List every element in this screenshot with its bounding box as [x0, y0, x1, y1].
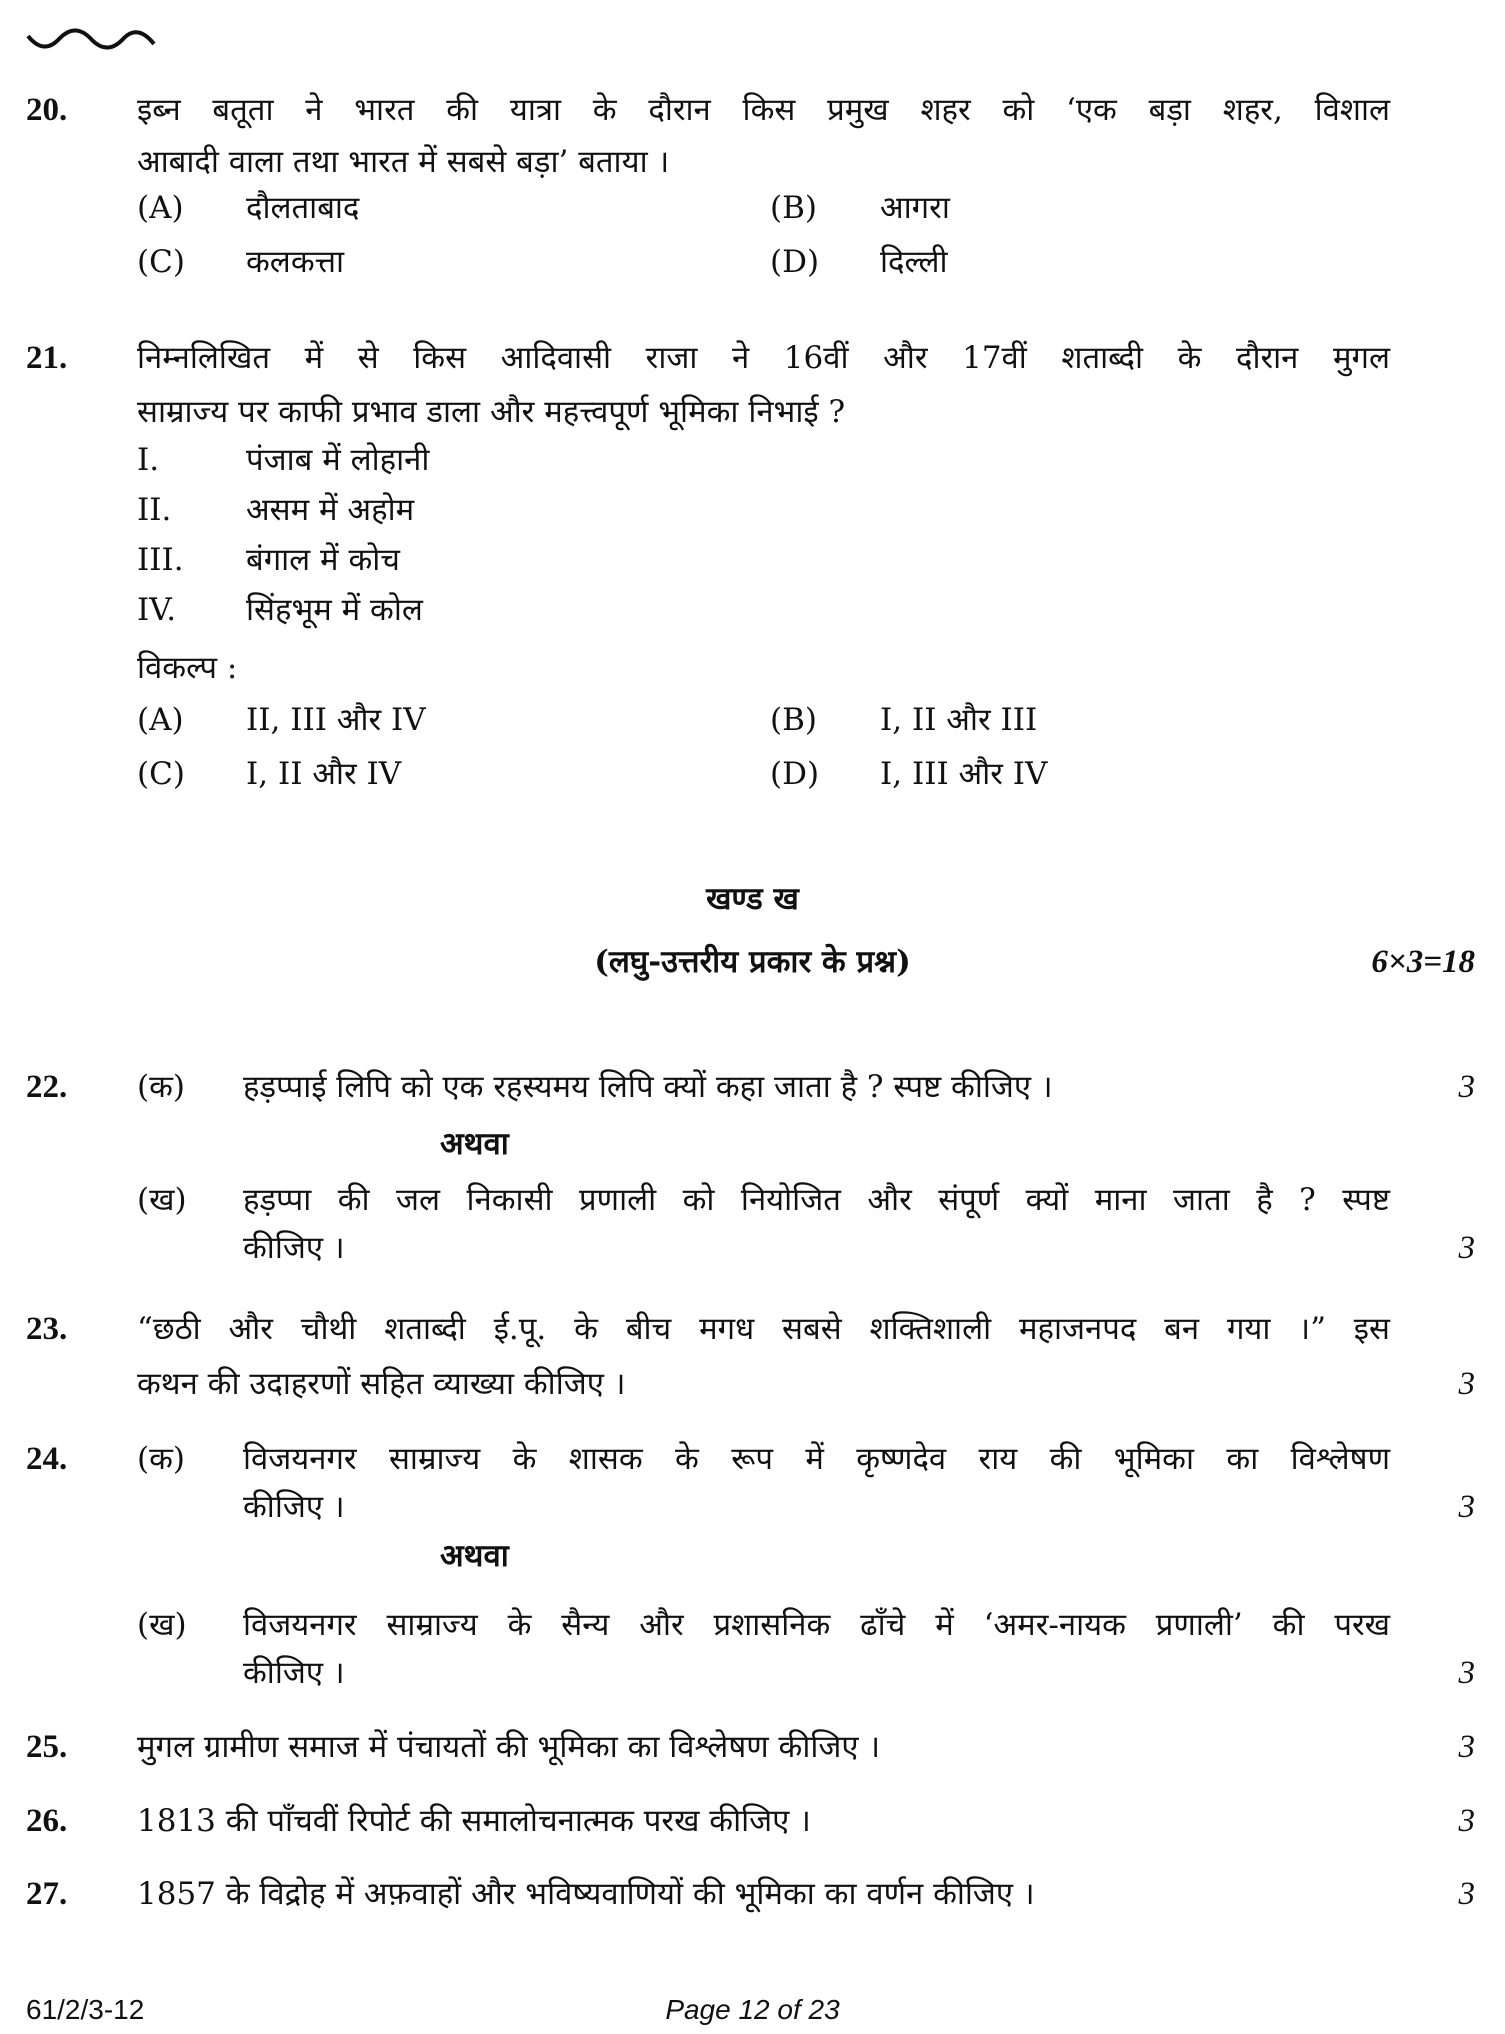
section-marks: 6×3=18: [1371, 944, 1475, 980]
item-label: I.: [137, 442, 160, 478]
item-text: असम में अहोम: [246, 492, 415, 528]
marks: 3: [1458, 1230, 1475, 1266]
question-text: निम्नलिखित में से किस आदिवासी राजा ने 16वीं और 17वीं शताब्दी के दौरान मुगल: [137, 340, 1390, 376]
sub-label: (ख): [137, 1607, 187, 1643]
question-number: 21.: [26, 340, 68, 376]
or-label: अथवा: [440, 1126, 509, 1162]
question-number: 27.: [26, 1876, 68, 1912]
question-text: 1857 के विद्रोह में अफ़वाहों और भविष्यवाणियों की भूमिका का वर्णन कीजिए ।: [137, 1876, 1035, 1912]
item-label: IV.: [137, 592, 177, 628]
question-text: विजयनगर साम्राज्य के सैन्य और प्रशासनिक ढाँचे में ‘अमर-नायक प्रणाली’ की परख: [243, 1607, 1390, 1643]
question-text: “छठी और चौथी शताब्दी ई.पू. के बीच मगध सबसे शक्तिशाली महाजनपद बन गया ।” इस: [137, 1311, 1390, 1347]
or-label: अथवा: [440, 1538, 509, 1574]
item-label: II.: [137, 492, 172, 528]
sub-label: (क): [137, 1441, 185, 1477]
option-text: दिल्ली: [880, 244, 948, 280]
option-text: I, II और IV: [246, 756, 402, 792]
option-label: (D): [770, 244, 820, 280]
option-text: II, III और IV: [246, 702, 426, 738]
item-label: III.: [137, 542, 184, 578]
marks: 3: [1458, 1069, 1475, 1105]
marks: 3: [1458, 1803, 1475, 1839]
question-text: विजयनगर साम्राज्य के शासक के रूप में कृष्णदेव राय की भूमिका का विश्लेषण: [243, 1441, 1390, 1477]
question-text: इब्न बतूता ने भारत की यात्रा के दौरान किस प्रमुख शहर को ‘एक बड़ा शहर, विशाल: [137, 92, 1390, 128]
question-text: हड़प्पा की जल निकासी प्रणाली को नियोजित और संपूर्ण क्यों माना जाता है ? स्पष्ट: [243, 1182, 1390, 1218]
option-text: I, III और IV: [880, 756, 1048, 792]
section-subtitle: (लघु-उत्तरीय प्रकार के प्रश्न): [594, 944, 911, 980]
marks: 3: [1458, 1729, 1475, 1765]
option-label: (C): [137, 756, 185, 792]
option-text: दौलताबाद: [246, 190, 360, 226]
question-number: 24.: [26, 1441, 68, 1477]
option-text: कलकत्ता: [246, 244, 345, 280]
sub-label: (ख): [137, 1182, 187, 1218]
item-text: सिंहभूम में कोल: [246, 592, 423, 628]
page-number: Page 12 of 23: [665, 1994, 840, 2025]
marks: 3: [1458, 1489, 1475, 1525]
paper-code: 61/2/3-12: [26, 1994, 145, 2025]
question-number: 22.: [26, 1069, 68, 1105]
question-text: कथन की उदाहरणों सहित व्याख्या कीजिए ।: [137, 1366, 626, 1402]
option-text: I, II और III: [880, 702, 1038, 738]
question-number: 20.: [26, 92, 68, 128]
option-label: (C): [137, 244, 185, 280]
question-text: कीजिए ।: [243, 1489, 345, 1525]
question-number: 26.: [26, 1803, 68, 1839]
options-heading: विकल्प :: [137, 650, 238, 686]
item-text: पंजाब में लोहानी: [246, 442, 430, 478]
question-text: कीजिए ।: [243, 1655, 345, 1691]
marks: 3: [1458, 1366, 1475, 1402]
item-text: बंगाल में कोच: [246, 542, 400, 578]
question-text: आबादी वाला तथा भारत में सबसे बड़ा’ बताया ।: [137, 144, 670, 180]
question-text: 1813 की पाँचवीं रिपोर्ट की समालोचनात्मक परख कीजिए ।: [137, 1803, 811, 1839]
section-title: खण्ड ख: [706, 881, 799, 917]
question-text: मुगल ग्रामीण समाज में पंचायतों की भूमिका का विश्लेषण कीजिए ।: [137, 1729, 881, 1765]
option-label: (D): [770, 756, 820, 792]
question-text: साम्राज्य पर काफी प्रभाव डाला और महत्त्वपूर्ण भूमिका निभाई ?: [137, 394, 846, 430]
option-label: (A): [137, 702, 184, 738]
question-text: हड़प्पाई लिपि को एक रहस्यमय लिपि क्यों कहा जाता है ? स्पष्ट कीजिए ।: [243, 1069, 1053, 1105]
marks: 3: [1458, 1655, 1475, 1691]
question-number: 23.: [26, 1311, 68, 1347]
option-label: (A): [137, 190, 184, 226]
question-text: कीजिए ।: [243, 1230, 345, 1266]
marks: 3: [1458, 1876, 1475, 1912]
option-text: आगरा: [880, 190, 950, 226]
option-label: (B): [770, 190, 817, 226]
squiggle-mark: [26, 26, 156, 54]
question-number: 25.: [26, 1729, 68, 1765]
option-label: (B): [770, 702, 817, 738]
sub-label: (क): [137, 1069, 185, 1105]
